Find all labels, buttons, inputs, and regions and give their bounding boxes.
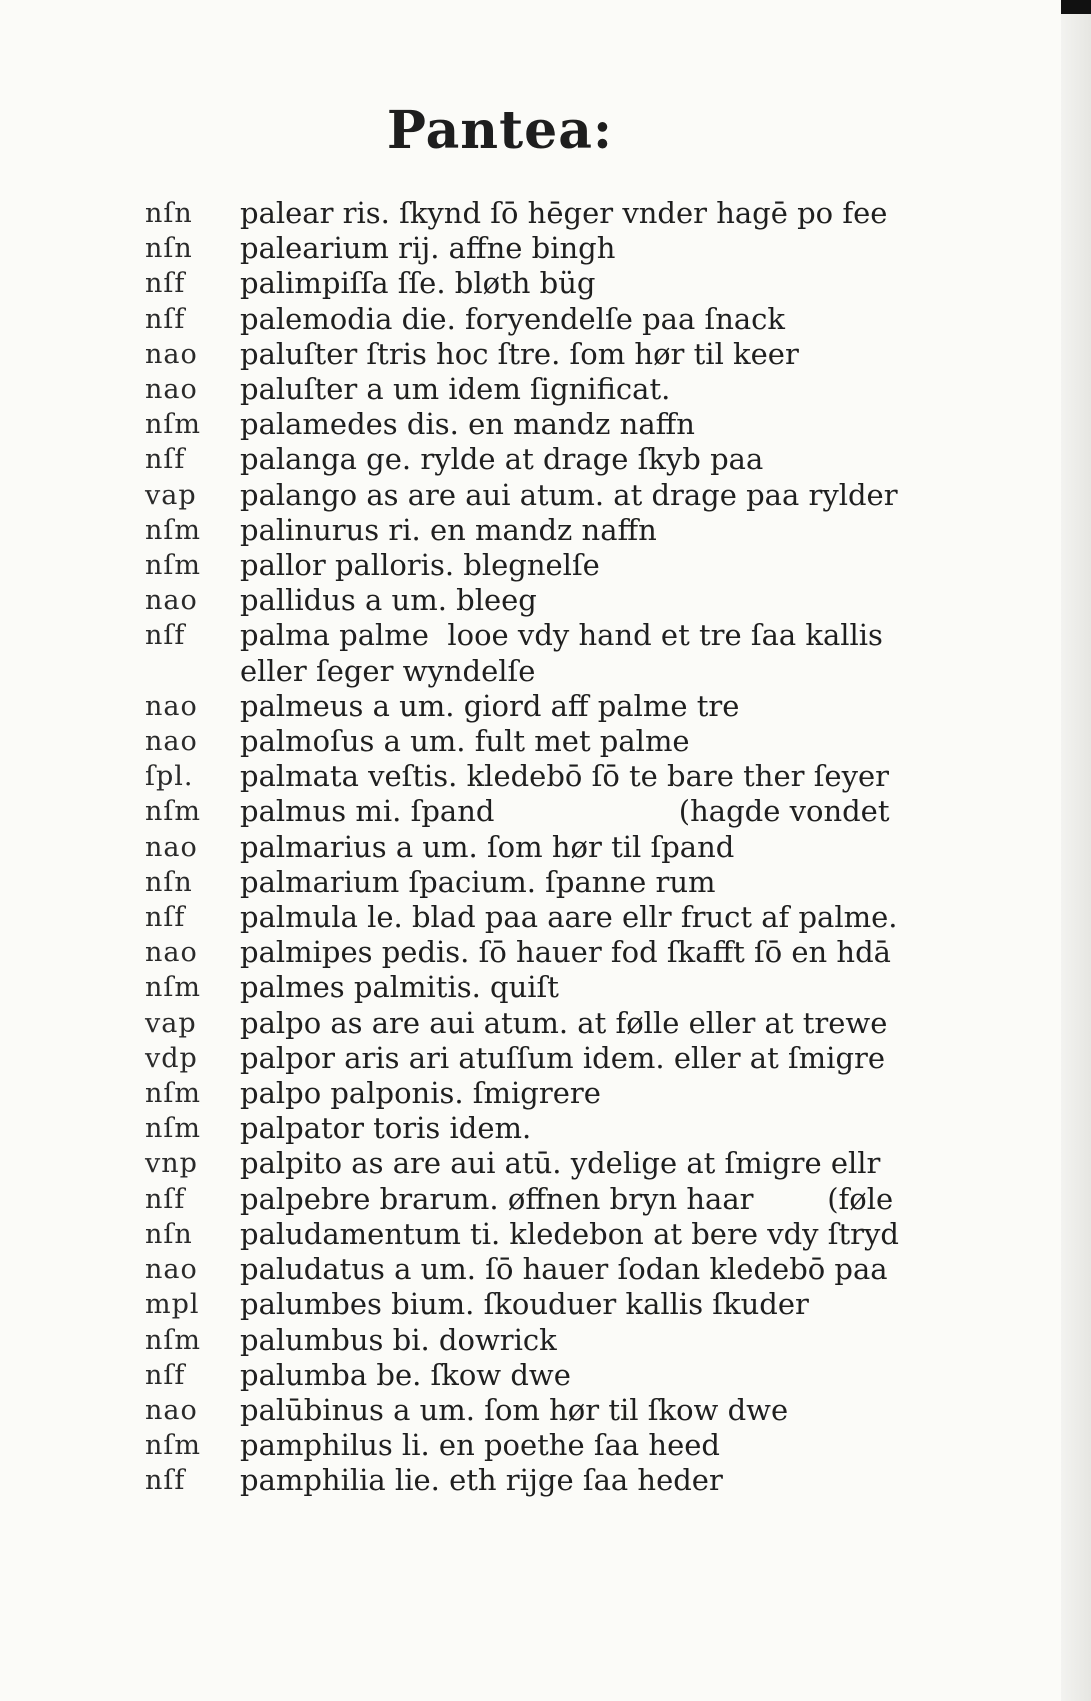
entry-definition: pallor palloris. blegnelſe xyxy=(240,548,600,583)
dictionary-entry xyxy=(145,478,935,513)
dictionary-entries xyxy=(145,196,935,1499)
entry-definition: palpor aris ari atuſſum idem. eller at ſmigre xyxy=(240,1040,886,1075)
entry-grammar-code: nſf xyxy=(145,1465,186,1497)
entry-definition: palanga ge. rylde at drage ſkyb paa xyxy=(240,442,764,477)
entry-grammar-code: nao xyxy=(145,937,198,969)
dictionary-entry xyxy=(145,724,935,759)
entry-grammar-code: nſf xyxy=(145,1183,186,1215)
dictionary-entry xyxy=(145,1393,935,1428)
dictionary-entry xyxy=(145,1358,935,1393)
entry-grammar-code: nſm xyxy=(145,1430,201,1462)
entry-definition: palmarius a um. ſom hør til ſpand xyxy=(240,829,735,864)
entry-definition: palpo as are aui atum. at følle eller at trewe xyxy=(240,1005,888,1040)
dictionary-entry xyxy=(145,654,935,689)
entry-grammar-code: nſf xyxy=(145,268,186,300)
dictionary-entry xyxy=(145,196,935,231)
entry-definition: palmeus a um. giord aff palme tre xyxy=(240,688,740,723)
dictionary-entry xyxy=(145,442,935,477)
dictionary-entry xyxy=(145,583,935,618)
entry-grammar-code: nſf xyxy=(145,303,186,335)
entry-definition: palango as are aui atum. at drage paa rylder xyxy=(240,477,898,512)
entry-definition: palpo palponis. ſmigrere xyxy=(240,1076,601,1111)
dictionary-entry xyxy=(145,1428,935,1463)
entry-definition: paludatus a um. ſō hauer ſodan kledebō paa xyxy=(240,1252,888,1287)
entry-grammar-code: nſm xyxy=(145,972,201,1004)
entry-definition: palear ris. ſkynd ſō hēger vnder hagē po fee xyxy=(240,196,888,230)
entry-grammar-code: nſn xyxy=(145,198,193,229)
entry-grammar-code: nſf xyxy=(145,444,186,476)
entry-grammar-code: nſf xyxy=(145,620,186,652)
entry-definition: palma palme looe vdy hand et tre ſaa kallis xyxy=(240,618,883,653)
entry-definition: pamphilia lie. eth rijge ſaa heder xyxy=(240,1463,723,1498)
dictionary-entry xyxy=(145,1006,935,1041)
dictionary-entry xyxy=(145,1076,935,1111)
entry-grammar-code: nao xyxy=(145,1254,198,1286)
entry-grammar-code: vap xyxy=(145,479,197,511)
dictionary-entry xyxy=(145,900,935,935)
dictionary-entry xyxy=(145,1182,935,1217)
page-edge xyxy=(1061,0,1091,1701)
entry-grammar-code: nſm xyxy=(145,514,201,546)
entry-grammar-code: nſn xyxy=(145,1218,193,1250)
entry-definition: palmarium ſpacium. ſpanne rum xyxy=(240,864,716,899)
dictionary-entry xyxy=(145,337,935,372)
page-title: Pantea: xyxy=(386,100,614,161)
entry-grammar-code: nſf xyxy=(145,902,186,934)
entry-grammar-code: nſm xyxy=(145,409,201,441)
dictionary-entry xyxy=(145,935,935,970)
entry-definition: pamphilus li. en poethe ſaa heed xyxy=(240,1428,720,1463)
dictionary-entry xyxy=(145,865,935,900)
entry-grammar-code: nao xyxy=(145,1394,198,1426)
entry-grammar-code: nao xyxy=(145,726,198,758)
entry-definition: palmata veſtis. kledebō ſō te bare ther ſeyer xyxy=(240,759,890,794)
dictionary-entry xyxy=(145,407,935,442)
entry-grammar-code: nſm xyxy=(145,1078,201,1110)
entry-grammar-code: nſn xyxy=(145,866,193,898)
entry-definition: palmula le. blad paa aare ellr fruct af palme. xyxy=(240,900,898,935)
entry-grammar-code: nao xyxy=(145,374,198,406)
entry-definition: paluſter a um idem ſignificat. xyxy=(240,372,671,407)
entry-grammar-code: nao xyxy=(145,585,198,617)
entry-definition: palimpiſſa ſſe. bløth büg xyxy=(240,266,596,301)
entry-definition: eller ſeger wyndelſe xyxy=(240,653,536,688)
entry-grammar-code: nao xyxy=(145,338,198,370)
entry-grammar-code: nſn xyxy=(145,233,193,265)
scan-edge-mark xyxy=(1061,0,1091,14)
dictionary-entry xyxy=(145,302,935,337)
entry-definition: paluſter ſtris hoc ſtre. ſom hør til keer xyxy=(240,336,799,371)
entry-definition: palmipes pedis. ſō hauer fod ſkafft ſō en hdā xyxy=(240,935,891,970)
entry-grammar-code: nſm xyxy=(145,550,201,582)
dictionary-entry xyxy=(145,372,935,407)
dictionary-entry xyxy=(145,970,935,1005)
dictionary-entry xyxy=(145,1463,935,1498)
dictionary-entry xyxy=(145,759,935,794)
entry-grammar-code: nſm xyxy=(145,1324,201,1356)
dictionary-entry xyxy=(145,1323,935,1358)
entry-definition: palpito as are aui atū. ydelige at ſmigre ellr xyxy=(240,1146,881,1181)
entry-definition: palmes palmitis. quiſt xyxy=(240,970,559,1005)
entry-definition: palemodia die. forуendelſe paa ſnack xyxy=(240,301,785,336)
entry-definition: pallidus a um. bleeg xyxy=(240,583,537,618)
dictionary-entry xyxy=(145,618,935,653)
dictionary-entry xyxy=(145,1252,935,1287)
entry-grammar-code: nao xyxy=(145,690,198,722)
dictionary-entry xyxy=(145,1287,935,1322)
dictionary-entry xyxy=(145,266,935,301)
dictionary-entry xyxy=(145,513,935,548)
dictionary-entry xyxy=(145,830,935,865)
dictionary-entry xyxy=(145,689,935,724)
dictionary-entry xyxy=(145,1146,935,1181)
entry-grammar-code: vap xyxy=(145,1007,197,1039)
entry-definition: palumbus bi. dowrick xyxy=(240,1322,557,1357)
entry-definition: palpebre brarum. øffnen bryn haar (føle xyxy=(240,1181,894,1216)
dictionary-entry xyxy=(145,548,935,583)
entry-grammar-code: nſm xyxy=(145,796,201,828)
entry-definition: palumbes bium. ſkouduer kallis ſkuder xyxy=(240,1287,809,1322)
entry-grammar-code: nao xyxy=(145,831,198,863)
entry-grammar-code: nſf xyxy=(145,1359,186,1391)
entry-definition: palūbinus a um. ſom hør til ſkow dwe xyxy=(240,1392,789,1427)
dictionary-entry xyxy=(145,231,935,266)
entry-grammar-code: nſm xyxy=(145,1113,201,1145)
entry-grammar-code: vdp xyxy=(145,1042,198,1074)
entry-definition: palinurus ri. en mandz naffn xyxy=(240,512,657,547)
entry-definition: palmoſus a um. fult met palme xyxy=(240,724,690,759)
entry-grammar-code: ſpl. xyxy=(145,761,194,793)
entry-definition: palmus mi. ſpand (hagde vondet xyxy=(240,794,890,829)
entry-definition: palpator toris idem. xyxy=(240,1111,532,1146)
dictionary-entry xyxy=(145,1111,935,1146)
dictionary-entry xyxy=(145,1041,935,1076)
entry-definition: palamedes dis. en mandz naffn xyxy=(240,407,695,442)
entry-definition: palumba be. ſkow dwe xyxy=(240,1357,571,1392)
entry-definition: paludamentum ti. kledebon at bere vdy ſtryd xyxy=(240,1216,899,1251)
entry-grammar-code: mpl xyxy=(145,1289,200,1321)
dictionary-entry xyxy=(145,794,935,829)
entry-grammar-code: vnp xyxy=(145,1148,198,1180)
dictionary-entry xyxy=(145,1217,935,1252)
entry-definition: palearium rij. affne bingh xyxy=(240,231,616,266)
